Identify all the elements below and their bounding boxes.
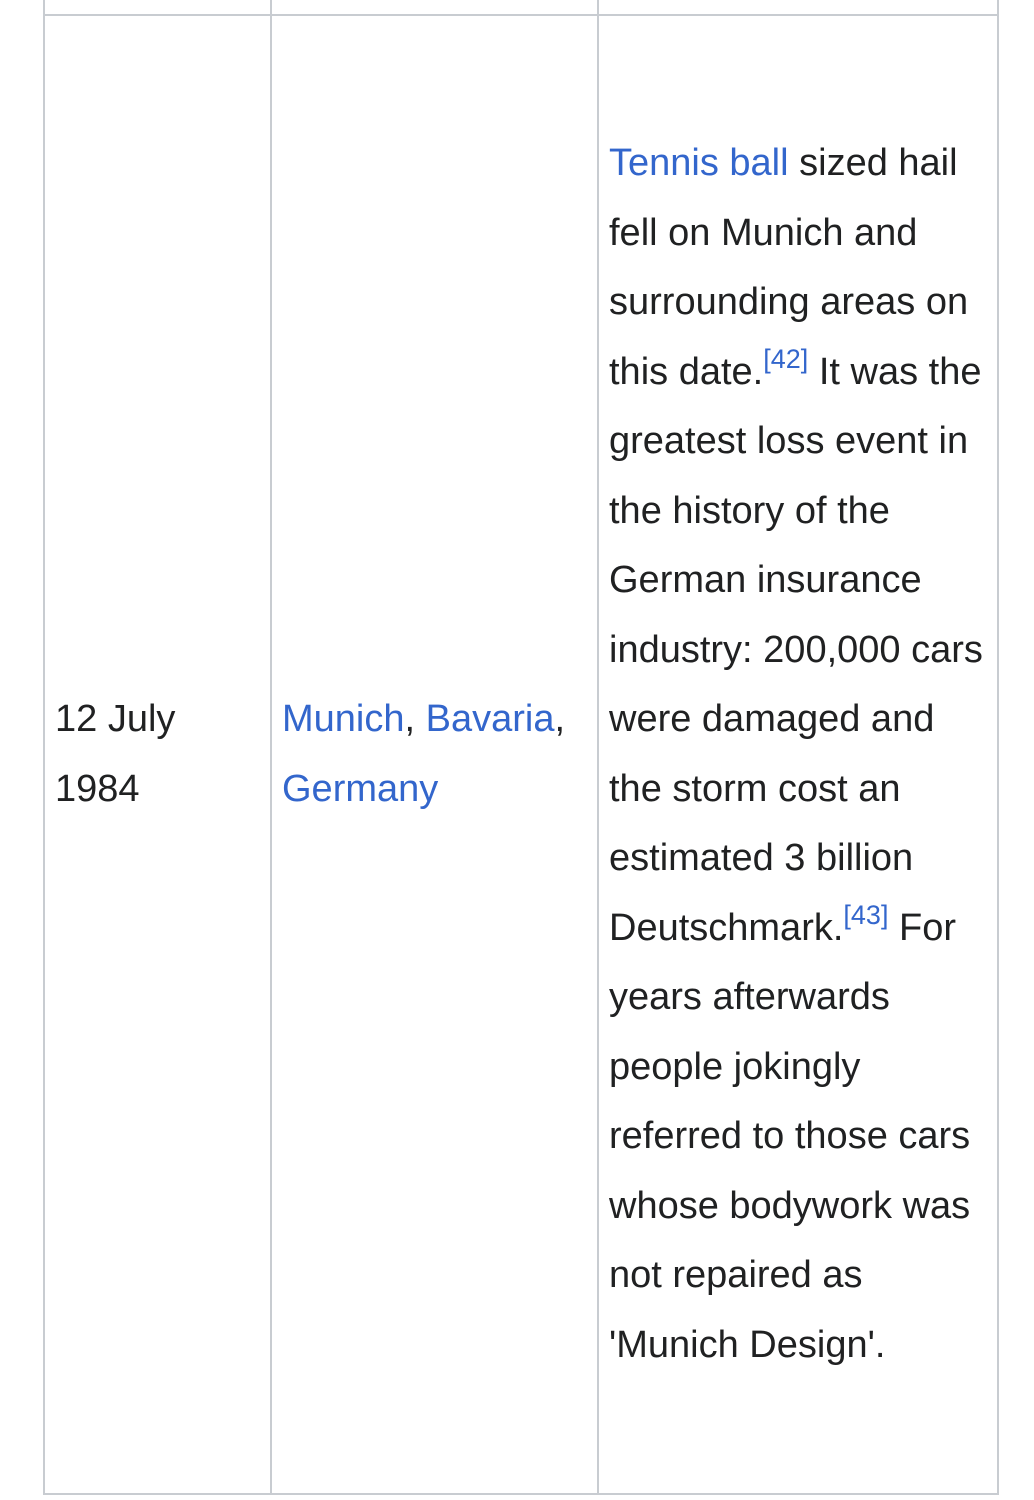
notes-cell	[598, 15, 998, 1494]
germany-link[interactable]: Germany	[282, 767, 439, 810]
table-row	[44, 15, 998, 1494]
date-day-month: 12 July	[55, 698, 176, 740]
previous-location-cell	[271, 0, 598, 15]
hailstorm-events-table	[43, 0, 999, 1495]
reference-42-link[interactable]: [42]	[763, 343, 809, 374]
tennis-ball-link[interactable]: Tennis ball	[609, 142, 789, 184]
date-cell	[44, 15, 271, 1494]
location-separator: ,	[554, 698, 566, 740]
notes-text: sized hail fell on Munich and surrounding areas on this date.	[609, 142, 969, 393]
munich-link[interactable]: Munich	[282, 698, 405, 740]
reference-43-link[interactable]: [43]	[843, 899, 889, 930]
location-separator: ,	[404, 698, 426, 740]
date-year: 1984	[55, 767, 140, 810]
notes-text: It was the greatest loss event in the history of the German insurance industry: 200,000 cars were damaged and the storm cost an estimated 3 billion Deutschmark.	[609, 350, 983, 949]
location-cell	[271, 15, 598, 1494]
bavaria-link[interactable]: Bavaria	[425, 698, 555, 740]
table-row-previous	[44, 0, 998, 15]
reference-43	[843, 900, 888, 930]
previous-notes-cell	[598, 0, 998, 15]
reference-42	[763, 344, 808, 374]
previous-date-cell	[44, 0, 271, 15]
notes-text: For years afterwards people jokingly referred to those cars whose bodywork was not repaired as 'Munich Design'.	[609, 906, 971, 1366]
